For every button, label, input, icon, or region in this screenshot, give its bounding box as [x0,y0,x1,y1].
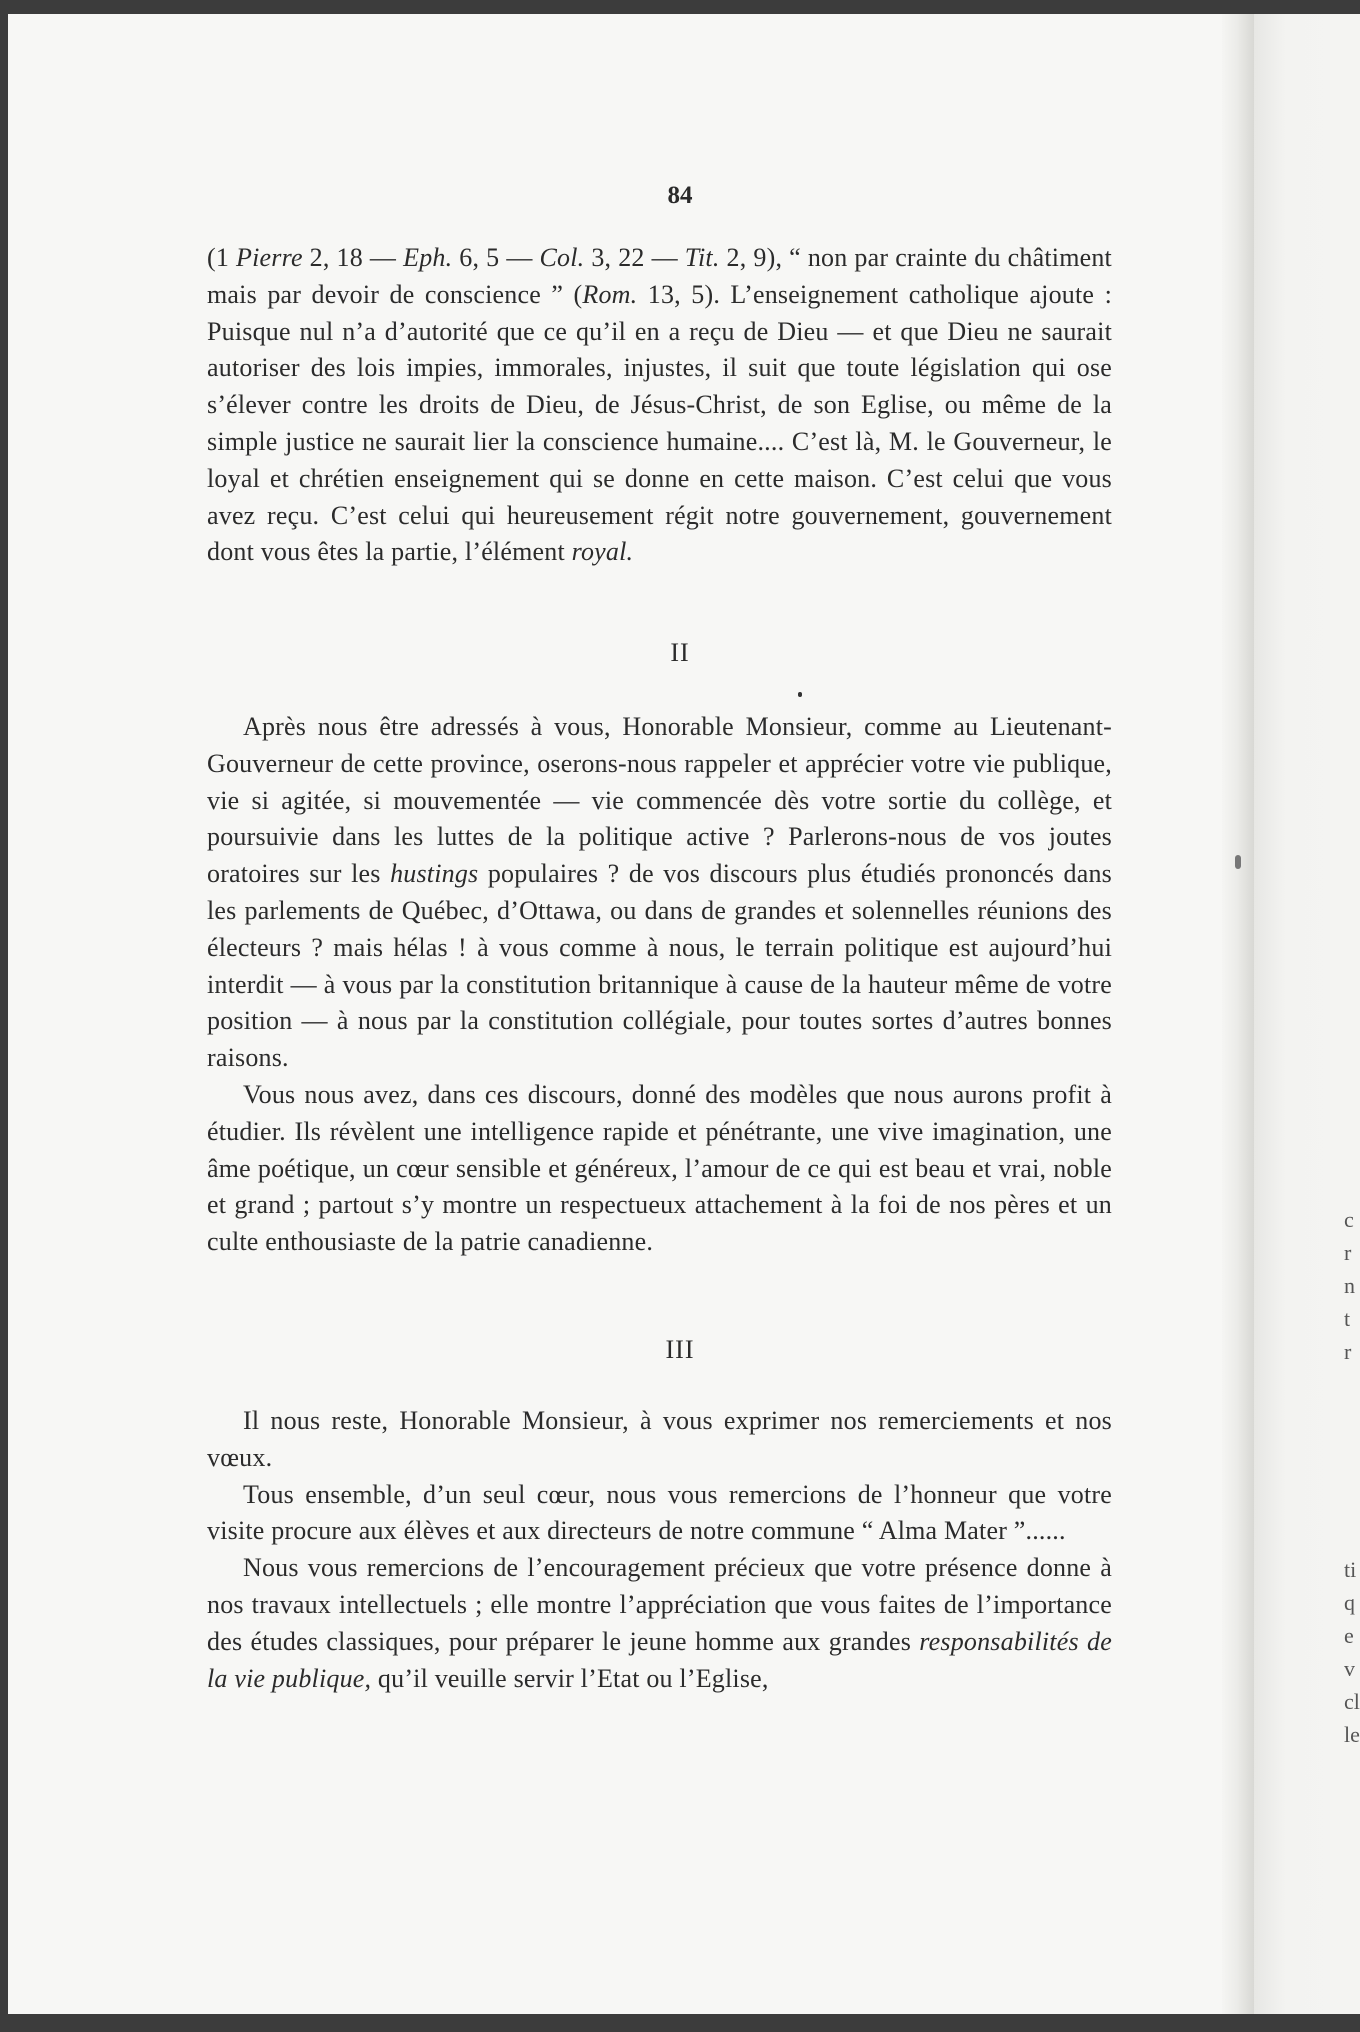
italic-text: royal. [571,537,634,567]
edge-letter: r [1344,1240,1352,1265]
section-heading-ii: II [670,638,690,667]
edge-letter: c [1344,1207,1354,1232]
paragraph-block-3 [207,1403,1112,1697]
edge-letter: e [1344,1623,1354,1648]
page-number: 84 [667,182,693,209]
text-run: (1 [207,243,237,272]
italic-text: responsabilités de la vie publique, [207,1626,1112,1693]
italic-text: Col. [539,243,585,272]
section-heading-iii: III [665,1335,695,1364]
text-run: 2, 9), “ non par crainte du châtiment mais par devoir de conscience ” ( [207,243,1112,309]
text-run: Nous vous remercions de l’encouragement précieux que votre présence donne à nos travaux intellectuels ; elle montre l’appréciation que vous faites de l’importance des études classiques, pour préparer le jeune homme aux grandes [207,1553,1112,1656]
edge-letter: ti [1344,1557,1357,1582]
text-run: 13, 5). L’enseignement catholique ajoute : Puisque nul n’a d’autorité que ce qu’il en a reçu de Dieu — et que Dieu ne saurait autoriser des lois impies, immorales, injustes, il suit que toute législation qui ose s’élever contre les droits de Dieu, de Jésus-Christ, de son Eglise, ou même de la simple justice ne saurait lier la conscience humaine.... C’est là, M. le Gouverneur, le loyal et chrétien enseignement qui se donne en cette maison. C’est celui que vous avez reçu. C’est celui qui heureusement régit notre gouvernement, gouvernement dont vous êtes la partie, l’élément [207,279,1113,567]
paragraph [207,1403,1112,1477]
adjacent-page-fragment-bottom [1344,1553,1360,1751]
edge-letter: n [1344,1273,1355,1298]
text-run: 2, 18 — [302,243,404,272]
italic-text: Pierre [236,243,303,272]
paragraph [207,1077,1112,1261]
edge-letter: q [1344,1590,1355,1615]
text-run: Il nous reste, Honorable Monsieur, à vous exprimer nos remerciements et nos vœux. [207,1406,1112,1472]
page-gutter [1222,14,1254,2014]
text-run: Tous ensemble, d’un seul cœur, nous vous remercions de l’honneur que votre visite procure aux élèves et aux directeurs de notre commune “ Alma Mater ”...... [207,1479,1112,1546]
paragraph-block-1 [207,240,1112,571]
text-run: Après nous être adressés à vous, Honorable Monsieur, comme au Lieutenant-Gouverneur de cette province, oserons-nous rappeler et apprécier votre vie publique, vie si agitée, si mouvementée — vie commencée dès votre sortie du collège, et poursuivie dans les luttes de la politique active ? Parlerons-nous de vos joutes oratoires sur les [207,712,1112,889]
text-run: Vous nous avez, dans ces discours, donné des modèles que nous aurons profit à étudier. Ils révèlent une intelligence rapide et pénétrante, une vive imagination, une âme poétique, un cœur sensible et généreux, l’amour de ce qui est beau et vrai, noble et grand ; partout s’y montre un respectueux attachement à la foi de nos pères et un culte enthousiaste de la patrie canadienne. [207,1079,1112,1257]
italic-text: Rom. [582,279,638,309]
text-run: qu’il veuille servir l’Etat ou l’Eglise, [371,1663,769,1693]
edge-letter: t [1344,1306,1351,1331]
paragraph [207,240,1112,571]
scan-speck [1235,855,1241,869]
text-run: 6, 5 — [452,243,540,272]
edge-letter: cl [1344,1689,1360,1714]
edge-letter: v [1344,1656,1355,1681]
italic-text: Eph. [403,243,453,272]
paragraph [207,709,1112,1077]
paragraph [207,1477,1112,1551]
paragraph-block-2 [207,709,1112,1261]
paragraph [207,1550,1112,1697]
italic-text: hustings [390,859,479,889]
ornament-dot [798,692,802,697]
italic-text: Tit. [684,243,720,272]
text-run: populaires ? de vos discours plus étudiés prononcés dans les parlements de Québec, d’Ottawa, ou dans de grandes et solennelles réunions des électeurs ? mais hélas ! à vous comme à nous, le terrain politique est aujourd’hui interdit — à vous par la constitution britannique à cause de la hauteur même de votre position — à nous par la constitution collégiale, pour toutes sortes d’autres bonnes raisons. [207,859,1112,1073]
edge-letter: le [1344,1722,1360,1747]
edge-letter: r [1344,1339,1352,1364]
text-run: 3, 22 — [584,243,685,272]
